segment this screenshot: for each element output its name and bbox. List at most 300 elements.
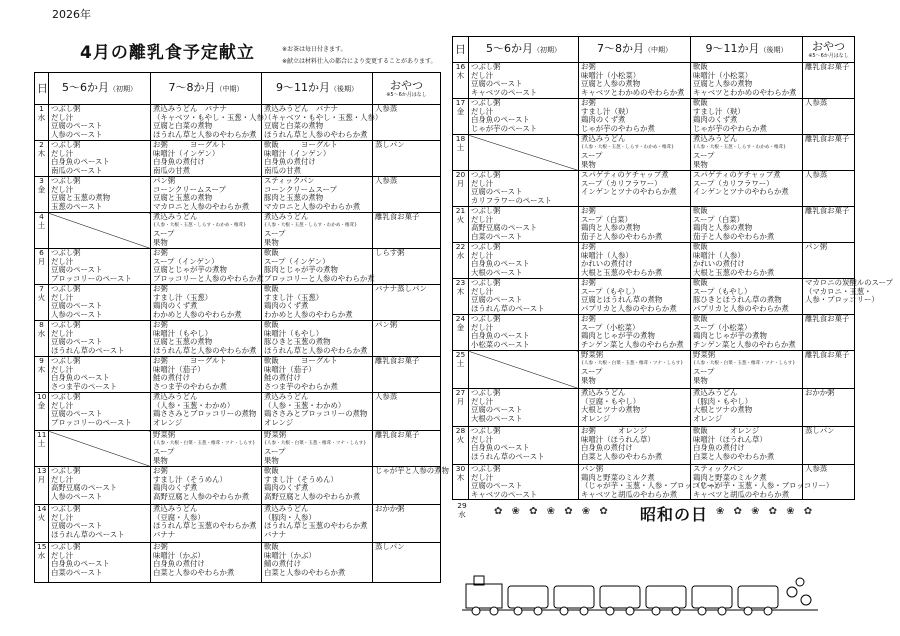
menu-item: スティックパン	[693, 464, 744, 473]
menu-item: さつま芋のやわらか煮	[153, 381, 227, 391]
menu-item: だし汁	[51, 400, 74, 410]
menu-item: しらす粥	[375, 248, 405, 257]
menu-cell-7-8m	[579, 351, 691, 389]
menu-item: すまし汁（そうめん）	[153, 474, 227, 484]
header-row	[453, 37, 855, 63]
menu-item: だし汁	[471, 214, 494, 224]
menu-item: 高野豆腐のペースト	[51, 483, 118, 492]
menu-item: だし汁	[471, 286, 494, 296]
menu-item: お粥	[581, 242, 596, 251]
day-cell	[453, 63, 469, 99]
menu-item: すまし汁（麸）	[581, 106, 633, 116]
day-number: 20	[455, 170, 466, 179]
menu-item: 小松菜のペースト	[471, 339, 530, 349]
snack-cell	[803, 278, 893, 315]
menu-item: 野菜粥	[581, 350, 604, 359]
menu-item: 味噌汁（茄子）	[153, 364, 205, 374]
menu-item: お粥	[153, 466, 168, 475]
day-number: 9	[39, 356, 44, 365]
menu-item: じゃが芋のやわらか煮	[693, 123, 767, 133]
menu-item: だし汁	[471, 70, 494, 80]
menu-item: つぶし粥	[51, 392, 81, 401]
menu-item: ブロッコリーのペースト	[51, 417, 132, 427]
menu-item: パプリカと人参のやわらか煮	[693, 303, 789, 313]
menu-item: 豆腐のペースト	[51, 337, 103, 346]
menu-item: お粥	[581, 98, 596, 107]
menu-cell-5-6m	[469, 351, 579, 389]
menu-item: ほうれん草のペースト	[471, 451, 545, 461]
menu-item: 豚ひきと玉葱の煮物	[264, 337, 331, 346]
menu-item: つぶし粥	[471, 314, 501, 323]
menu-item: ほうれん草と玉葱のやわらか煮	[264, 521, 368, 530]
weekday: 木	[37, 148, 46, 158]
snack-cell	[373, 466, 449, 505]
day-number: 14	[37, 504, 47, 513]
year-label: 2026年	[52, 8, 91, 21]
menu-item: 野菜粥	[693, 350, 716, 359]
menu-item: 軟飯 オレンジ	[693, 426, 760, 435]
menu-cell-5-6m	[49, 177, 151, 213]
menu-cell-5-6m	[469, 279, 579, 315]
menu-item: すまし汁（麸）	[693, 106, 745, 116]
menu-cell-9-11m	[262, 357, 373, 393]
menu-cell-5-6m	[49, 249, 151, 285]
day-number: 22	[455, 242, 466, 251]
menu-cell-9-11m	[691, 207, 803, 243]
menu-item: 白菜と人参のやわらか煮	[153, 567, 235, 577]
menu-item: つぶし粥	[471, 426, 501, 435]
menu-item: 白菜と人参のやわらか煮	[581, 451, 663, 461]
header-snack: おやつ ※5～6か月はなし	[803, 37, 855, 63]
menu-item: オレンジ	[264, 417, 294, 427]
day-number: 18	[455, 134, 466, 143]
menu-item: 軟飯	[693, 62, 708, 71]
menu-cell-9-11m	[262, 249, 373, 285]
day-cell	[453, 389, 469, 427]
menu-item: （豚肉・人参）	[264, 512, 316, 522]
menu-cell-5-6m	[49, 105, 151, 141]
holiday-day-number: 29	[457, 501, 467, 510]
weekday: 木	[456, 472, 465, 482]
menu-item: キャベツとわかめのやわらか煮	[693, 87, 797, 97]
menu-item: 大根と玉葱のやわらか煮	[693, 267, 775, 277]
day-cell	[35, 543, 49, 583]
menu-item: 味噌汁（人参）	[693, 250, 745, 260]
menu-item: 煮込みうどん	[264, 212, 309, 221]
snack-cell	[373, 177, 441, 213]
menu-item: 豆腐のペースト	[51, 121, 103, 130]
menu-item: 人参蒸	[375, 104, 398, 113]
menu-item: 煮込みうどん バナナ	[264, 104, 338, 113]
menu-row	[35, 249, 441, 285]
menu-cell-5-6m	[469, 427, 579, 465]
holiday-weekday: 水	[458, 509, 466, 519]
menu-item: {人参・大根・玉葱・しらす・わかめ・椎茸}	[153, 222, 247, 228]
menu-cell-9-11m	[262, 141, 373, 177]
menu-item: 離乳食お菓子	[805, 350, 850, 359]
header-age-9-11: 9～11か月（後期）	[691, 37, 803, 63]
menu-cell-5-6m	[49, 393, 151, 431]
menu-item: 煮込みうどん	[264, 392, 309, 401]
menu-item: すまし汁（玉葱）	[153, 292, 213, 302]
menu-cell-7-8m	[151, 104, 272, 141]
flower-garland-icon: ✿ ❀ ✿ ❀ ✿ ❀ ✿	[494, 506, 611, 517]
menu-cell-9-11m	[691, 427, 803, 465]
menu-item: 鶏ささみとブロッコリーの煮物	[264, 409, 368, 418]
header-age-9-11: 9～11か月（後期）	[262, 73, 373, 105]
menu-cell-5-6m	[49, 213, 151, 249]
menu-cell-9-11m	[691, 99, 803, 135]
menu-cell-9-11m	[691, 135, 803, 171]
menu-item: マカロニと人参のやわらか煮	[264, 201, 361, 211]
menu-item: つぶし粥	[471, 278, 501, 287]
menu-item: 豆腐のペースト	[471, 187, 523, 196]
note-line: ※献立は材料仕入の都合により変更することがあります。	[282, 58, 437, 65]
menu-row	[453, 135, 855, 171]
weekday: 水	[37, 328, 46, 338]
menu-item: スープ	[153, 447, 175, 456]
menu-item: 豆腐のペースト	[51, 409, 103, 418]
menu-item: 南瓜のペースト	[51, 165, 103, 175]
menu-item: スープ	[581, 151, 603, 160]
menu-row	[35, 393, 441, 431]
menu-item: つぶし粥	[471, 170, 501, 179]
menu-cell-7-8m	[151, 357, 262, 393]
menu-item: スープ（インゲン）	[153, 256, 219, 266]
menu-item: 煮込みうどん	[153, 392, 198, 401]
day-number: 13	[37, 466, 47, 475]
menu-item: 鮭の煮付け	[153, 373, 190, 382]
weekday: 土	[37, 220, 46, 230]
menu-item: おかか粥	[375, 504, 405, 513]
menu-item: （じゃが芋・玉葱・人参・ブロッコリー）	[581, 481, 722, 490]
menu-item: 豆腐のペースト	[471, 481, 523, 490]
menu-item: 離乳食お菓子	[805, 62, 850, 71]
menu-cell-7-8m	[151, 177, 262, 213]
menu-row	[35, 213, 441, 249]
menu-item: カリフラワーのペースト	[471, 195, 552, 205]
menu-cell-5-6m	[49, 543, 151, 583]
menu-cell-7-8m	[151, 467, 262, 505]
menu-item: おかか粥	[805, 388, 835, 397]
menu-item: さつま芋のペースト	[51, 381, 118, 391]
menu-item: コーンクリームスープ	[264, 184, 337, 194]
menu-item: 鶏肉と野菜のミルク煮	[581, 472, 655, 482]
menu-item: （人参・玉葱・わかめ）	[153, 400, 235, 410]
menu-cell-5-6m	[49, 141, 151, 177]
menu-item: 味噌汁（かぶ）	[153, 550, 205, 560]
menu-row	[35, 357, 441, 393]
menu-item: 果物	[581, 159, 596, 169]
menu-item: 味噌汁（茄子）	[264, 364, 316, 374]
snack-cell	[803, 99, 855, 135]
header-snack: おやつ ※5～6か月はなし	[373, 73, 441, 105]
snack-cell	[803, 171, 855, 207]
day-cell	[453, 99, 469, 135]
menu-cell-9-11m	[262, 431, 373, 467]
menu-item: つぶし粥	[51, 504, 81, 513]
menu-item: オレンジ	[153, 417, 183, 427]
menu-item: だし汁	[471, 106, 494, 116]
menu-item: 鶏肉とじゃが芋の煮物	[581, 331, 655, 340]
menu-item: インゲンとツナのやわらか煮	[581, 187, 677, 196]
menu-item: だし汁	[51, 112, 74, 122]
weekday: 土	[456, 142, 465, 152]
menu-item: つぶし粥	[471, 62, 501, 71]
header-day: 日	[35, 73, 49, 105]
snack-cell	[803, 315, 855, 351]
menu-cell-7-8m	[151, 213, 262, 249]
day-number: 24	[455, 314, 466, 323]
menu-item: じゃが芋と人参の煮物	[375, 466, 449, 475]
menu-item: 豆腐と玉葱の煮物	[153, 193, 213, 202]
day-cell	[453, 207, 469, 243]
menu-item: 豆腐のペースト	[471, 295, 523, 304]
menu-cell-9-11m	[262, 505, 373, 543]
menu-item: 煮込みうどん	[581, 388, 626, 397]
menu-item: {人参・大根・玉葱・しらす・わかめ・椎茸}	[693, 144, 787, 150]
menu-row	[35, 543, 441, 583]
menu-item: つぶし粥	[51, 104, 81, 113]
menu-item: 野菜粥	[153, 430, 176, 439]
menu-item: 豆腐と人参の煮物	[581, 79, 641, 88]
snack-cell	[373, 213, 441, 249]
menu-item: （豆腐・人参）	[153, 512, 205, 522]
menu-item: バナナ	[153, 529, 176, 539]
menu-row	[453, 351, 855, 389]
menu-item: お粥	[153, 284, 168, 293]
menu-item: {人参・大根・玉葱・しらす・わかめ・椎茸}	[264, 222, 358, 228]
menu-cell-7-8m	[579, 427, 691, 465]
menu-item: 白菜と人参のやわらか煮	[264, 567, 346, 577]
holiday-banner	[454, 494, 852, 526]
menu-item: つぶし粥	[51, 466, 81, 475]
menu-item: つぶし粥	[471, 464, 501, 473]
snack-cell	[373, 285, 441, 321]
menu-cell-5-6m	[469, 243, 579, 279]
snack-cell	[803, 351, 855, 389]
weekday: 木	[456, 286, 465, 296]
menu-item: （マカロニ・玉葱・	[805, 286, 872, 296]
menu-item: 軟飯	[264, 542, 279, 551]
menu-item: だし汁	[51, 292, 74, 302]
menu-item: 豚肉と玉葱の煮物	[264, 193, 324, 202]
menu-item: 豆腐と白菜の煮物	[264, 121, 324, 130]
weekday: 火	[37, 292, 46, 302]
weekday: 土	[37, 438, 46, 448]
menu-item: 豆腐と玉葱の煮物	[51, 193, 111, 202]
menu-item: つぶし粥	[471, 206, 501, 215]
menu-item: 白身魚の煮付け	[153, 157, 205, 166]
menu-item: 白身魚の煮付け	[693, 443, 745, 452]
menu-item: 軟飯	[264, 466, 279, 475]
menu-item: スパゲティのケチャップ煮	[581, 170, 669, 179]
menu-cell-5-6m	[49, 321, 151, 357]
menu-cell-5-6m	[469, 135, 579, 171]
menu-item: だし汁	[471, 178, 494, 188]
menu-item: だし汁	[471, 396, 494, 406]
day-number: 8	[39, 320, 44, 329]
snack-cell	[373, 141, 441, 177]
menu-item: スープ	[153, 229, 175, 238]
menu-item: 味噌汁（かぶ）	[264, 550, 316, 560]
menu-item: 白身魚のペースト	[471, 259, 530, 268]
menu-item: 煮込みうどん	[581, 134, 626, 143]
menu-cell-5-6m	[49, 467, 151, 505]
menu-item: 軟飯 ヨーグルト	[264, 140, 338, 149]
menu-item: コーンクリームスープ	[153, 184, 226, 194]
menu-item: ほうれん草と玉葱のやわらか煮	[153, 521, 257, 530]
menu-item: すまし汁（そうめん）	[264, 474, 338, 484]
menu-item: 蒸しパン	[805, 426, 835, 435]
menu-item: だし汁	[51, 474, 74, 484]
menu-item: 鶏肉のくず煮	[693, 115, 738, 124]
menu-item: 煮込みうどん	[693, 388, 738, 397]
header-age-7-8: 7～8か月（中期）	[151, 73, 262, 105]
menu-item: 人参のペースト	[51, 129, 103, 139]
snack-cell	[373, 431, 441, 467]
menu-item: かれいの煮付け	[581, 259, 633, 268]
note-line: ※お茶は毎日付きます。	[282, 46, 347, 53]
weekday: 火	[37, 512, 46, 522]
menu-item: お粥	[153, 542, 168, 551]
menu-item: だし汁	[471, 322, 494, 332]
menu-item: ほうれん草と人参のやわらか煮	[264, 129, 368, 139]
menu-cell-9-11m	[262, 213, 373, 249]
day-cell	[453, 135, 469, 171]
menu-cell-9-11m	[262, 543, 373, 583]
day-cell	[453, 315, 469, 351]
menu-item: {人参・大根・白菜・玉葱・椎茸・ツナ・しらす}	[693, 360, 796, 366]
menu-item: {人参・大根・玉葱・しらす・わかめ・椎茸}	[581, 144, 675, 150]
menu-item: スープ（もやし）	[581, 286, 640, 296]
menu-item: キャベツとわかめのやわらか煮	[581, 87, 685, 97]
menu-row	[453, 63, 855, 99]
menu-item: 果物	[581, 375, 596, 385]
weekday: 月	[456, 396, 465, 406]
menu-cell-5-6m	[49, 431, 151, 467]
header-age-7-8: 7～8か月（中期）	[579, 37, 691, 63]
menu-cell-5-6m	[469, 389, 579, 427]
menu-item: お粥	[153, 320, 168, 329]
weekday: 月	[37, 474, 46, 484]
menu-item: スープ（もやし）	[693, 286, 752, 296]
menu-item: {人参・大根・白菜・玉葱・椎茸・ツナ・しらす}	[153, 440, 256, 446]
menu-item: つぶし粥	[51, 356, 81, 365]
menu-item: 茄子と人参のやわらか煮	[693, 231, 775, 241]
menu-item: ブロッコリーのペースト	[51, 273, 132, 283]
menu-item: 高野豆腐と人参のやわらか煮	[264, 491, 361, 501]
menu-item: さつま芋のやわらか煮	[264, 381, 338, 391]
menu-cell-5-6m	[49, 357, 151, 393]
day-number: 27	[455, 388, 466, 397]
menu-cell-7-8m	[151, 321, 262, 357]
menu-item: じゃが芋のやわらか煮	[581, 123, 655, 133]
menu-item: スパゲティのケチャップ煮	[693, 170, 781, 179]
menu-item: つぶし粥	[51, 176, 81, 185]
header-age-5-6: 5～6か月（初期）	[469, 37, 579, 63]
menu-item: 大根とツナの煮物	[581, 405, 641, 414]
menu-row	[453, 427, 855, 465]
day-cell	[35, 321, 49, 357]
menu-row	[453, 315, 855, 351]
menu-item: つぶし粥	[51, 140, 81, 149]
day-cell	[35, 467, 49, 505]
menu-cell-7-8m	[579, 171, 691, 207]
menu-item: 果物	[693, 375, 708, 385]
header-day: 日	[453, 37, 469, 63]
menu-item: キャベツのペースト	[471, 489, 538, 499]
menu-row	[35, 141, 441, 177]
snack-cell	[373, 357, 441, 393]
menu-item: スープ（白菜）	[693, 214, 744, 224]
menu-cell-9-11m	[691, 389, 803, 427]
menu-item: 白身魚のペースト	[471, 443, 530, 452]
menu-item: 鶏肉と野菜のミルク煮	[693, 472, 767, 482]
menu-cell-5-6m	[469, 171, 579, 207]
menu-item: スープ	[581, 367, 603, 376]
day-cell	[35, 141, 49, 177]
menu-item: 豆腐と白菜の煮物	[153, 121, 213, 130]
menu-item: 大根のペースト	[471, 267, 523, 277]
menu-item: 軟飯 ヨーグルト	[264, 356, 338, 365]
snack-cell	[373, 393, 441, 431]
menu-item: 味噌汁（ほうれん草）	[581, 434, 655, 444]
menu-item: ブロッコリーと人参のやわらか煮	[264, 273, 375, 283]
menu-item: 軟飯	[693, 206, 708, 215]
menu-item: だし汁	[51, 512, 74, 522]
menu-cell-7-8m	[579, 279, 691, 315]
menu-item: だし汁	[471, 250, 494, 260]
menu-row	[453, 207, 855, 243]
menu-item: パン粥	[581, 464, 604, 473]
menu-item: 鶏肉のくず煮	[153, 301, 198, 310]
menu-item: 人参のペースト	[51, 491, 103, 501]
menu-row	[453, 389, 855, 427]
menu-row	[35, 177, 441, 213]
snack-cell	[373, 505, 441, 543]
menu-item: お粥	[581, 206, 596, 215]
menu-item: つぶし粥	[51, 284, 81, 293]
menu-item: 白身魚の煮付け	[264, 157, 316, 166]
menu-item: すまし汁（玉葱）	[264, 292, 324, 302]
menu-item: 離乳食お菓子	[375, 212, 420, 221]
menu-item: だし汁	[51, 184, 74, 194]
menu-item: 果物	[153, 455, 168, 465]
menu-item: お粥 ヨーグルト	[153, 140, 227, 149]
flower-garland-icon: ❀ ✿ ❀ ✿ ❀ ✿	[716, 506, 816, 517]
snack-cell	[803, 389, 855, 427]
menu-item: 南瓜の甘煮	[264, 165, 301, 175]
day-cell	[453, 351, 469, 389]
day-cell	[35, 177, 49, 213]
menu-item: 大根とツナの煮物	[693, 405, 753, 414]
menu-item: 鶏ささみとブロッコリーの煮物	[153, 409, 257, 418]
menu-item: オレンジ	[581, 413, 611, 423]
menu-item: チンゲン菜と人参のやわらか煮	[581, 339, 684, 349]
menu-item: お粥	[581, 62, 596, 71]
day-number: 7	[39, 284, 44, 293]
menu-cell-7-8m	[151, 431, 262, 467]
weekday: 水	[456, 250, 465, 260]
menu-item: ほうれん草のペースト	[471, 303, 545, 313]
menu-item: スープ（白菜）	[581, 214, 632, 224]
menu-item: マカロニと人参のやわらか煮	[153, 201, 250, 211]
weekday: 火	[456, 434, 465, 444]
menu-item: キャベツのペースト	[471, 87, 538, 97]
menu-cell-7-8m	[579, 389, 691, 427]
snack-cell	[803, 243, 855, 279]
